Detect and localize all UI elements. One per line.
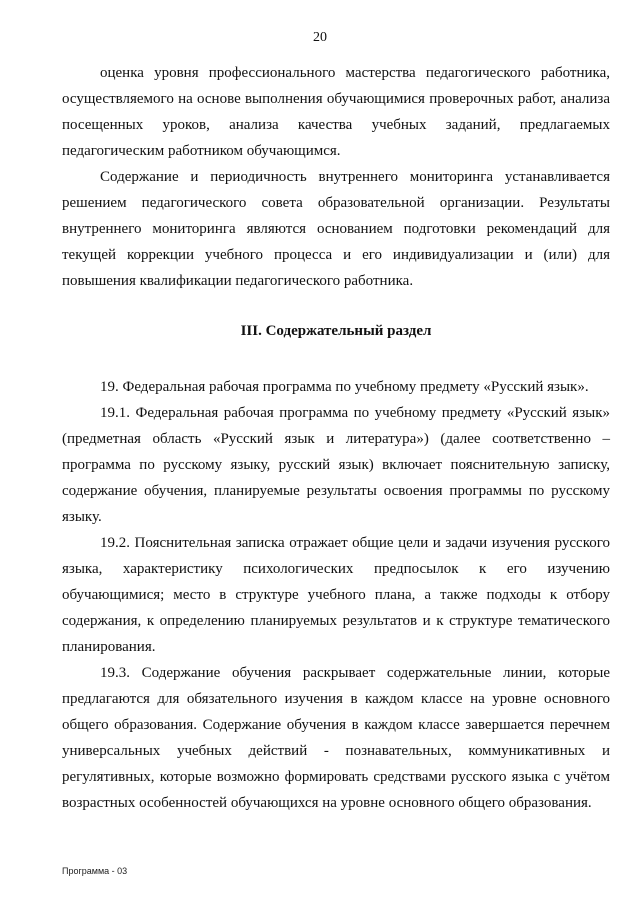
page-number: 20 bbox=[313, 30, 327, 45]
paragraph-19-3: 19.3. Содержание обучения раскрывает содержательные линии, которые предлагаются для обязательного изучения в каждом классе на уровне основного общего образования. Содержание обучения в каждом классе завершается перечнем универсальных учебных действий - познавательных, коммуникативных и регулятивных, которые возможно формировать средствами русского языка с учётом возрастных особенностей обучающихся на уровне основного общего образования. bbox=[62, 665, 610, 811]
paragraph-monitoring-assessment: оценка уровня профессионального мастерства педагогического работника, осуществляемого на основе выполнения обучающимися проверочных работ, анализа посещенных уроков, анализа качества учебных заданий, предлагаемых педагогическим работником обучающимся. bbox=[62, 65, 610, 159]
paragraph-19-1: 19.1. Федеральная рабочая программа по учебному предмету «Русский язык» (предметная область «Русский язык и литература») (далее соответственно – программа по русскому языку, русский язык) включает пояснительную записку, содержание обучения, планируемые результаты освоения программы по русскому языку. bbox=[62, 405, 610, 525]
page-footer: Программа - 03 bbox=[62, 866, 128, 876]
paragraph-19: 19. Федеральная рабочая программа по учебному предмету «Русский язык». bbox=[100, 379, 589, 395]
document-body bbox=[62, 60, 610, 816]
paragraph-monitoring-content: Содержание и периодичность внутреннего мониторинга устанавливается решением педагогического совета образовательной организации. Результаты внутреннего мониторинга являются основанием подготовки рекомендаций для текущей коррекции учебного процесса и его индивидуализации и (или) для повышения квалификации педагогического работника. bbox=[62, 169, 610, 289]
paragraph-19-2: 19.2. Пояснительная записка отражает общие цели и задачи изучения русского языка, характеристику психологических предпосылок к его изучению обучающимися; место в структуре учебного плана, а также подходы к отбору содержания, к определению планируемых результатов и к структуре тематического планирования. bbox=[62, 535, 610, 655]
section-heading: III. Содержательный раздел bbox=[240, 323, 432, 339]
